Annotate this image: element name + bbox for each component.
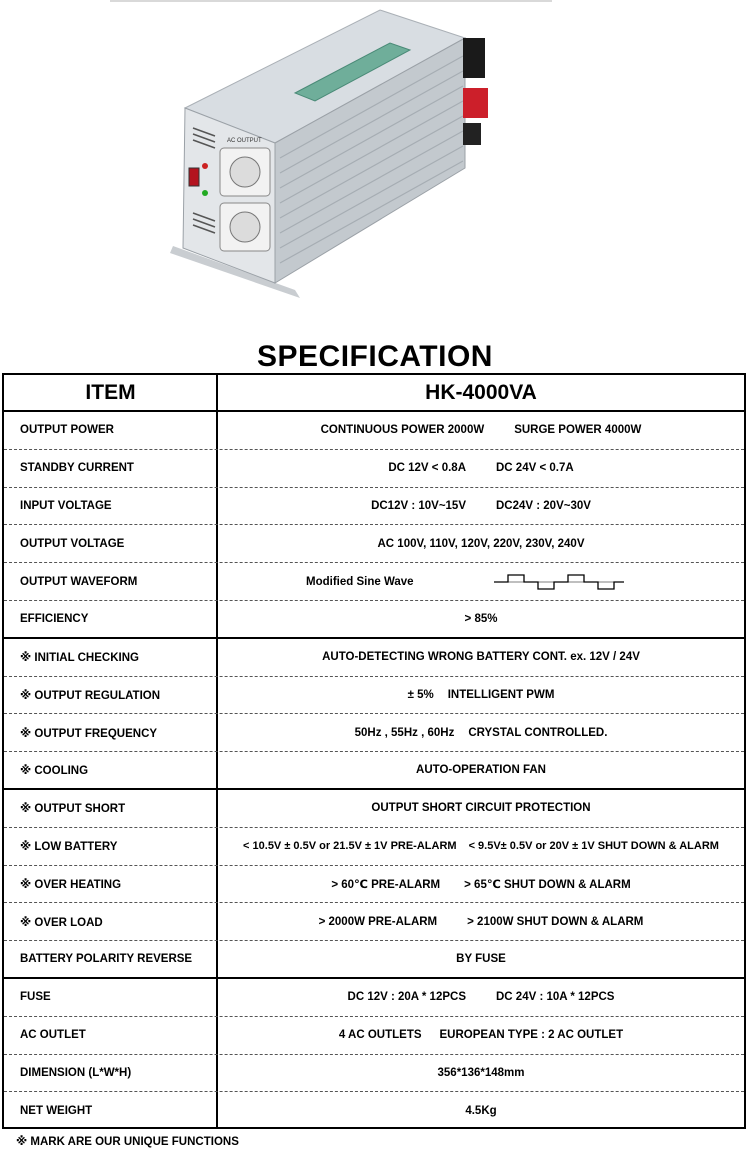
spec-row-cooling bbox=[4, 752, 744, 790]
row-label: OUTPUT POWER bbox=[20, 424, 114, 437]
row-value: DC 12V < 0.8A DC 24V < 0.7A bbox=[388, 462, 574, 475]
spec-row-output-frequency bbox=[4, 714, 744, 752]
row-value: AUTO-OPERATION FAN bbox=[416, 764, 546, 777]
row-label: ※ OUTPUT REGULATION bbox=[20, 689, 161, 702]
row-label: INPUT VOLTAGE bbox=[20, 499, 112, 512]
spec-row-output-waveform bbox=[4, 563, 744, 601]
spec-row-output-voltage bbox=[4, 525, 744, 563]
row-label: ※ LOW BATTERY bbox=[20, 841, 118, 854]
table-header bbox=[4, 375, 744, 412]
spec-row-output-short bbox=[4, 790, 744, 828]
row-label: ※ OUTPUT FREQUENCY bbox=[20, 727, 158, 740]
row-value: AUTO-DETECTING WRONG BATTERY CONT. ex. 12V / 24V bbox=[322, 651, 640, 664]
spec-row-output-power bbox=[4, 412, 744, 450]
row-label: OUTPUT VOLTAGE bbox=[20, 537, 125, 550]
spec-title: SPECIFICATION bbox=[257, 340, 493, 373]
header-model: HK-4000VA bbox=[425, 380, 537, 404]
row-value: > 60℃ PRE-ALARM > 65℃ SHUT DOWN & ALARM bbox=[331, 878, 631, 891]
row-label: FUSE bbox=[20, 991, 51, 1004]
row-value: 50Hz , 55Hz , 60Hz CRYSTAL CONTROLLED. bbox=[354, 726, 608, 739]
row-label: ※ OUTPUT SHORT bbox=[20, 803, 126, 816]
row-label: ※ OVER HEATING bbox=[20, 878, 122, 891]
row-value: 356*136*148mm bbox=[437, 1066, 525, 1079]
row-label: OUTPUT WAVEFORM bbox=[20, 575, 138, 588]
row-label: ※ OVER LOAD bbox=[20, 916, 103, 929]
row-label: NET WEIGHT bbox=[20, 1105, 93, 1118]
top-divider bbox=[110, 0, 552, 2]
row-label: BATTERY POLARITY REVERSE bbox=[20, 953, 193, 966]
row-label: DIMENSION (L*W*H) bbox=[20, 1066, 132, 1079]
row-value: Modified Sine Wave bbox=[306, 575, 414, 588]
footnote: ※ MARK ARE OUR UNIQUE FUNCTIONS bbox=[16, 1136, 239, 1148]
row-label: STANDBY CURRENT bbox=[20, 462, 134, 475]
spec-row-input-voltage bbox=[4, 488, 744, 526]
row-value: > 2000W PRE-ALARM > 2100W SHUT DOWN & ALARM bbox=[318, 915, 644, 928]
row-value: 4.5Kg bbox=[465, 1105, 497, 1118]
row-value: DC 12V : 20A * 12PCS DC 24V : 10A * 12PCS bbox=[347, 991, 615, 1004]
spec-row-fuse bbox=[4, 979, 744, 1017]
spec-row-dimension bbox=[4, 1055, 744, 1093]
spec-table bbox=[2, 373, 746, 1129]
waveform-icon bbox=[494, 571, 624, 593]
row-value: AC 100V, 110V, 120V, 220V, 230V, 240V bbox=[377, 537, 585, 550]
spec-row-net-weight bbox=[4, 1092, 744, 1130]
svg-text:AC OUTPUT: AC OUTPUT bbox=[227, 138, 262, 144]
row-value: < 10.5V ± 0.5V or 21.5V ± 1V PRE-ALARM < 9.5V± 0.5V or 20V ± 1V SHUT DOWN & ALARM bbox=[243, 840, 719, 853]
row-label: AC OUTLET bbox=[20, 1029, 86, 1042]
row-value: > 85% bbox=[464, 612, 498, 625]
row-value: OUTPUT SHORT CIRCUIT PROTECTION bbox=[371, 802, 591, 815]
row-label: ※ COOLING bbox=[20, 765, 89, 778]
row-label: EFFICIENCY bbox=[20, 612, 89, 625]
row-value: 4 AC OUTLETS EUROPEAN TYPE : 2 AC OUTLET bbox=[338, 1029, 624, 1042]
row-value: CONTINUOUS POWER 2000W SURGE POWER 4000W bbox=[320, 424, 642, 437]
spec-row-efficiency bbox=[4, 601, 744, 639]
header-item: ITEM bbox=[85, 380, 136, 404]
spec-row-ac-outlet bbox=[4, 1017, 744, 1055]
spec-row-initial-checking bbox=[4, 639, 744, 677]
spec-row-low-battery bbox=[4, 828, 744, 866]
row-label: ※ INITIAL CHECKING bbox=[20, 652, 139, 665]
spec-row-over-heating bbox=[4, 866, 744, 904]
row-value: DC12V : 10V~15V DC24V : 20V~30V bbox=[371, 499, 591, 512]
spec-row-output-regulation bbox=[4, 677, 744, 715]
row-value: BY FUSE bbox=[456, 953, 506, 966]
row-value: ± 5% INTELLIGENT PWM bbox=[407, 688, 555, 701]
power-inverter-photo bbox=[165, 8, 505, 298]
spec-row-standby-current bbox=[4, 450, 744, 488]
spec-row-over-load bbox=[4, 903, 744, 941]
spec-row-battery-polarity bbox=[4, 941, 744, 979]
